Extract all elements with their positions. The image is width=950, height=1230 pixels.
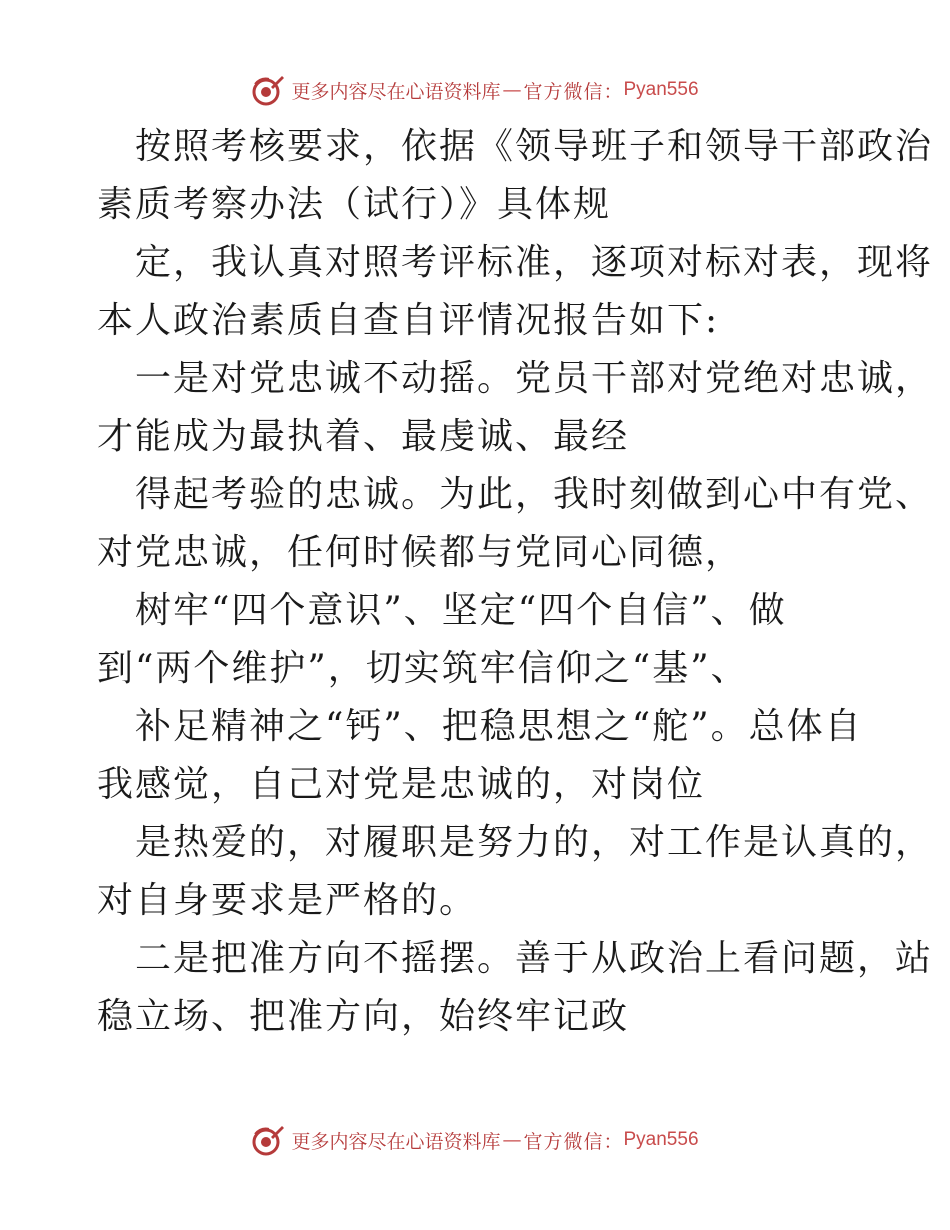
text-line: 素质考察办法（试行）》具体规 (97, 184, 612, 225)
text-line: 树牢“四个意识”、坚定“四个自信”、做 (135, 590, 787, 631)
pen-circle-logo-icon (251, 73, 285, 107)
banner-wechat-label: 官方微信： (523, 1130, 624, 1153)
text-line: 到“两个维护”，切实筑牢信仰之“基”、 (97, 648, 749, 689)
text-line: 对党忠诚，任何时候都与党同心同德， (97, 532, 744, 573)
banner-separator: — (502, 79, 522, 101)
banner-wechat-id: Pyan556 (623, 79, 699, 100)
text-line: 二是把准方向不摇摆。善于从政治上看问题，站 (135, 938, 934, 979)
text-line: 才能成为最执着、最虔诚、最经 (97, 416, 630, 457)
banner-wechat-label: 官方微信： (523, 80, 624, 103)
pen-circle-logo-icon (251, 1123, 285, 1157)
text-line: 补足精神之“钙”、把稳思想之“舵”。总体自 (135, 706, 863, 747)
footer-banner (0, 1118, 950, 1162)
banner-separator: — (502, 1129, 522, 1151)
text-line: 是热爱的，对履职是努力的，对工作是认真的， (135, 822, 934, 863)
text-line: 对自身要求是严格的。 (97, 880, 478, 921)
text-line: 我感觉，自己对党是忠诚的，对岗位 (97, 764, 706, 805)
text-line: 稳立场、把准方向，始终牢记政 (97, 996, 630, 1037)
text-line: 定，我认真对照考评标准，逐项对标对表，现将 (135, 242, 934, 283)
banner-wechat-id: Pyan556 (623, 1129, 699, 1150)
text-line: 一是对党忠诚不动摇。党员干部对党绝对忠诚， (135, 358, 934, 399)
text-line: 按照考核要求，依据《领导班子和领导干部政治 (135, 126, 934, 167)
banner-main-text: 更多内容尽在心语资料库 (291, 1130, 501, 1153)
text-line: 得起考验的忠诚。为此，我时刻做到心中有党、 (135, 474, 934, 515)
banner-main-text: 更多内容尽在心语资料库 (291, 80, 501, 103)
text-line: 本人政治素质自查自评情况报告如下: (97, 300, 720, 341)
document-body (97, 118, 934, 1046)
header-banner (0, 68, 950, 112)
